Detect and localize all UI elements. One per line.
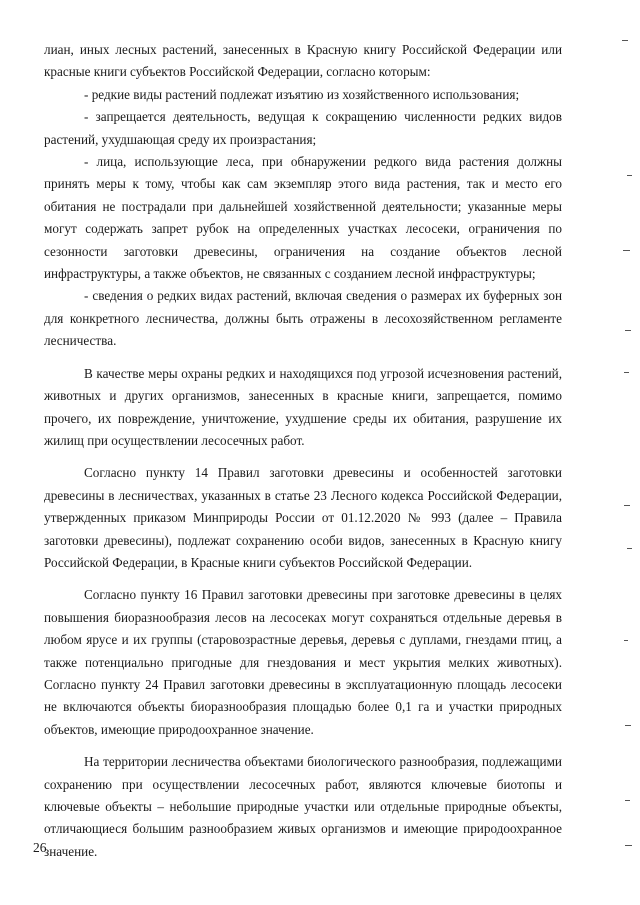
paragraph-protection-measures: В качестве меры охраны редких и находящихся под угрозой исчезновения растений, животных и других организмов, занесенных в красные книги, запрещается, помимо прочего, их повреждение, уничтожение, ухудшение среды их обитания, разрушение их жилищ при осуществлении лесосечных работ. xyxy=(44,365,562,448)
scan-mark xyxy=(625,845,632,846)
paragraph-rule-16-24: Согласно пункту 16 Правил заготовки древесины при заготовке древесины в целях повышения биоразнообразия лесов на лесосеках могут сохраняться отдельные деревья в любом ярусе и их группы (старовозрастные деревья, деревья с дуплами, гнездами птиц, а также потенциально пригодные для гнездования и мест укрытия мелких животных). Согласно пункту 24 Правил заготовки древесины в эксплуатационную площадь лесосеки не включаются объекты биоразнообразия площадью более 0,1 га и участки природных объектов, имеющие природоохранное значение. xyxy=(44,587,562,737)
page-number: 26 xyxy=(33,840,47,855)
scan-mark xyxy=(625,800,630,801)
paragraph-rule-14: Согласно пункту 14 Правил заготовки древесины и особенностей заготовки древесины в лесничествах, указанных в статье 23 Лесного кодекса Российской Федерации, утвержденных приказом Минприроды России от 01.12.2020 № 993 (далее – Правила заготовки древесины), подлежат сохранению особи видов, занесенных в Красную книгу Российской Федерации, в Красные книги субъектов Российской Федерации. xyxy=(44,465,562,570)
scan-mark xyxy=(625,330,631,331)
list-item-activity-prohibited: - запрещается деятельность, ведущая к сокращению численности редких видов растений, ухудшающая среду их произрастания; xyxy=(44,109,562,147)
list-item-rare-species-withdrawal: - редкие виды растений подлежат изъятию из хозяйственного использования; xyxy=(84,86,520,102)
scan-mark xyxy=(624,372,629,373)
scan-mark xyxy=(625,725,631,726)
scan-mark xyxy=(627,548,632,549)
scan-mark xyxy=(623,250,630,251)
body-text xyxy=(44,39,562,863)
paragraph-continuation: лиан, иных лесных растений, занесенных в Красную книгу Российской Федерации или красные книги субъектов Российской Федерации, согласно которым: xyxy=(44,42,562,80)
scan-mark xyxy=(624,505,630,506)
scan-mark xyxy=(627,175,632,176)
list-item-buffer-zones: - сведения о редких видах растений, включая сведения о размерах их буферных зон для конкретного лесничества, должны быть отражены в лесохозяйственном регламенте лесничества. xyxy=(44,288,562,349)
list-item-forest-users-measures: - лица, использующие леса, при обнаружении редкого вида растения должны принять меры к тому, чтобы как сам экземпляр этого вида растения, так и место его обитания не пострадали при дальнейшей хозяйственной деятельности; указанные меры могут содержать запрет рубок на определенных участках лесосеки, ограничения по сезонности заготовки древесины, ограничения на создание объектов лесной инфраструктуры, а также объектов, не связанных с созданием лесной инфраструктуры; xyxy=(44,154,562,282)
scan-mark xyxy=(624,640,628,641)
scan-edge-marks xyxy=(600,0,640,905)
paragraph-key-biotopes: На территории лесничества объектами биологического разнообразия, подлежащими сохранению при осуществлении лесосечных работ, являются ключевые биотопы и ключевые объекты – небольшие природные участки или отдельные природные объекты, отличающиеся большим разнообразием живых организмов и имеющие природоохранное значение. xyxy=(44,754,562,859)
scan-mark xyxy=(622,40,628,41)
